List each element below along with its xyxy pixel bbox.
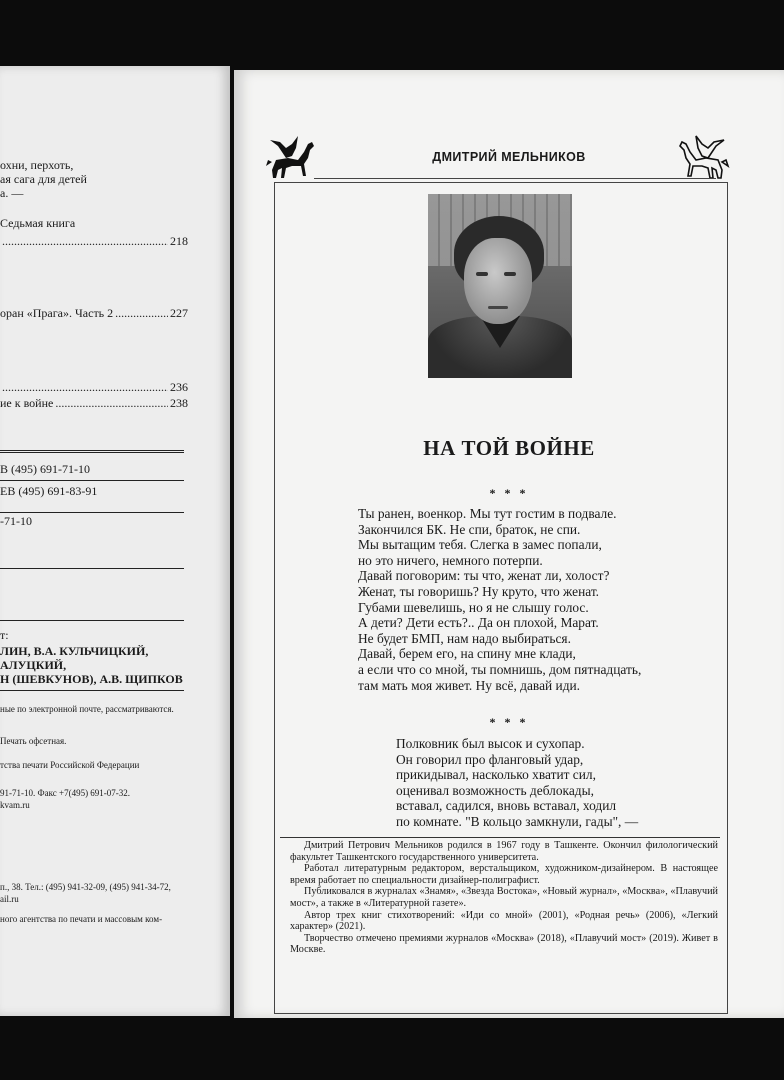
fine-print: ail.ru xyxy=(0,894,19,904)
right-page xyxy=(234,70,784,1018)
poem-line: Закончился БК. Не спи, браток, не спи. xyxy=(358,521,581,537)
toc-entry xyxy=(0,396,188,410)
poem-line: Полковник был высок и сухопар. xyxy=(396,736,585,751)
poem-line: а если что со мной, ты помнишь, дом пятнадцать, xyxy=(358,661,642,677)
left-text-line: Седьмая книга xyxy=(0,216,76,230)
section-stars: * * * xyxy=(489,486,529,500)
poem-line: Мы вытащим тебя. Слегка в замес попали, xyxy=(358,537,602,553)
poem-line: Не будет БМП, нам надо выбираться. xyxy=(358,630,571,646)
author-photo xyxy=(428,194,572,378)
left-text-line: охни, перхоть, xyxy=(0,158,74,172)
contact-line: -71-10 xyxy=(0,514,32,528)
bio-paragraph: Публиковался в журналах «Знамя», «Звезда Востока», «Новый журнал», «Москва», «Плавучий мост», а также в «Литературной газете». xyxy=(290,886,718,909)
left-page xyxy=(0,66,230,1016)
poem-line: оценивал возможность деблокады, xyxy=(396,782,594,798)
divider xyxy=(0,620,184,621)
poem-stanza xyxy=(396,736,638,830)
toc-page-number: 227 xyxy=(170,306,188,320)
poem-line: там мать моя живет. Ну всё, давай иди. xyxy=(358,677,581,693)
divider xyxy=(0,690,184,691)
toc-entry-title: ие к войне xyxy=(0,396,54,410)
fine-print: 91-71-10. Факс +7(495) 691-07-32. xyxy=(0,788,131,798)
poem-line: по комнате. "В кольцо замкнули, гады", — xyxy=(396,813,639,829)
poem-line: вставал, садился, вновь вставал, ходил xyxy=(396,798,617,814)
poem-stanza xyxy=(358,506,641,693)
header-rule xyxy=(314,178,716,179)
poem-line: Ты ранен, военкор. Мы тут гостим в подвале. xyxy=(358,506,617,521)
editor-line: ЛИН, В.А. КУЛЬЧИЦКИЙ, xyxy=(0,644,149,658)
section-stars: * * * xyxy=(489,715,529,729)
editor-line: Н (ШЕВКУНОВ), А.В. ЩИПКОВ xyxy=(0,672,183,686)
poem-title: НА ТОЙ ВОЙНЕ xyxy=(423,436,595,460)
poem-line: Он говорил про фланговый удар, xyxy=(396,751,584,767)
section-divider xyxy=(0,450,184,453)
divider xyxy=(0,480,184,481)
divider xyxy=(0,512,184,513)
left-text-line: ая сага для детей xyxy=(0,172,87,186)
toc-page-number: 236 xyxy=(170,380,188,394)
editor-line: АЛУЦКИЙ, xyxy=(0,658,67,672)
bio-paragraph: Работал литературным редактором, верстальщиком, художником-дизайнером. В настоящее время работает по специальности дизайнер-полиграфист. xyxy=(290,863,718,886)
toc-page-number: 238 xyxy=(170,396,188,410)
poem-line: Женат, ты говоришь? Ну круто, что женат. xyxy=(358,583,600,599)
poem-line: Губами шевелишь, но я не слышу голос. xyxy=(358,599,589,615)
author-bio xyxy=(290,840,718,956)
fine-print: Печать офсетная. xyxy=(0,736,67,746)
author-header: ДМИТРИЙ МЕЛЬНИКОВ xyxy=(432,150,586,164)
divider xyxy=(0,568,184,569)
toc-entry xyxy=(0,306,188,320)
left-text-line: а. — xyxy=(0,186,24,200)
bio-paragraph: Творчество отмечено премиями журналов «Москва» (2018), «Плавучий мост» (2019). Живет в Москве. xyxy=(290,932,718,956)
toc-entry xyxy=(0,380,188,394)
bio-divider xyxy=(280,837,720,838)
poem-line: но это ничего, немного потерпи. xyxy=(358,552,543,568)
poem-line: Давай, берем его, на спину мне клади, xyxy=(358,646,576,662)
fine-print: п., 38. Тел.: (495) 941-32-09, (495) 941-34-72, xyxy=(0,882,171,892)
bio-paragraph: Автор трех книг стихотворений: «Иди со мной» (2001), «Родная речь» (2006), «Легкий характер» (2021). xyxy=(290,909,718,933)
fine-print: ные по электронной почте, рассматриваются. xyxy=(0,704,174,714)
toc-entry xyxy=(0,234,188,248)
toc-page-number: 218 xyxy=(170,234,188,248)
poem-line: Давай поговорим: ты что, женат ли, холост? xyxy=(358,568,610,584)
fine-print: ного агентства по печати и массовым ком- xyxy=(0,914,163,924)
contact-line: ЕВ (495) 691-83-91 xyxy=(0,484,98,498)
poem-line: прикидывал, насколько хватит сил, xyxy=(396,767,596,783)
fine-print: тства печати Российской Федерации xyxy=(0,760,140,770)
contact-line: В (495) 691-71-10 xyxy=(0,462,90,476)
bio-paragraph: Дмитрий Петрович Мельников родился в 1967 году в Ташкенте. Окончил филологический факультет Ташкентского государственного университета. xyxy=(290,840,718,863)
fine-print: kvam.ru xyxy=(0,800,30,810)
toc-entry-title: оран «Прага». Часть 2 xyxy=(0,306,114,320)
editors-label: т: xyxy=(0,628,9,642)
poem-line: А дети? Дети есть?.. Да он плохой, Марат. xyxy=(358,615,599,631)
